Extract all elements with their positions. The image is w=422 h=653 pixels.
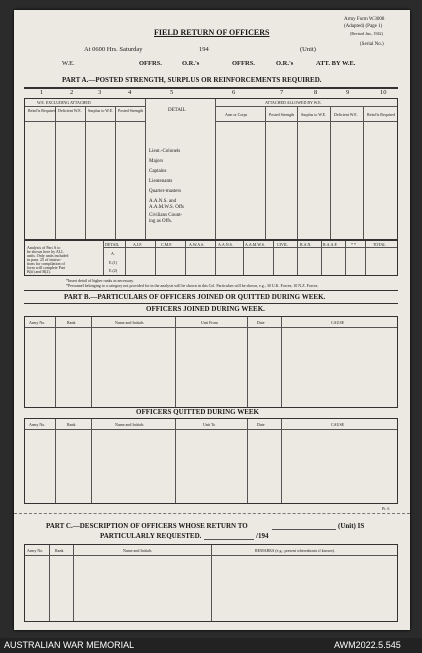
col-number: 10: [380, 89, 387, 96]
part-c-unit-is: (Unit) IS: [338, 522, 365, 530]
part-a-title: PART A.—POSTED STRENGTH, SURPLUS OR REINFORCEMENTS REQUIRED.: [62, 76, 322, 84]
analysis-note: Analysis of Part A to: [27, 245, 61, 250]
analysis-row-label: A.: [111, 251, 115, 256]
quitted-col-head: Name and Initials: [115, 422, 144, 427]
offrs-label: OFFRS.: [139, 60, 162, 67]
right-col-head: Reinf'ts Required: [367, 112, 395, 117]
part-c-col-head: Name and Initials: [123, 548, 152, 553]
footer-bar: [0, 638, 422, 653]
attached-allowed-label: ATTACHED ALLOWED BY W.E.: [265, 100, 322, 105]
analysis-note: units. Only units included: [27, 253, 69, 258]
form-ref-line2: (Adapted) (Page 1): [344, 24, 383, 29]
we-label: W.E.: [62, 60, 75, 67]
page-mark: Pt. 6: [382, 506, 390, 511]
analysis-head: A.A.N.S.: [218, 242, 233, 247]
part-a-table: [24, 98, 398, 240]
at-text: At 0600 Hrs. Saturday: [84, 46, 143, 53]
joined-title: OFFICERS JOINED DURING WEEK.: [146, 305, 265, 313]
att-label: ATT. BY W.E.: [316, 60, 356, 67]
analysis-head: DETAIL: [105, 242, 120, 247]
col-number: 6: [232, 89, 236, 96]
footnote-2: *Personnel belonging to a category not provided for in the analysis will be shown in this Col. Particulars will be shown, e.g., 30 U.K. Forces; 10 N.Z. Forces.: [66, 283, 319, 288]
col-number: 9: [346, 89, 350, 96]
part-c-col-head: Rank: [55, 548, 64, 553]
analysis-head: A.I.F.: [133, 242, 143, 247]
left-col-head: Surplus to W.E.: [88, 108, 114, 113]
rank-label: Quarter-masters: [149, 189, 182, 194]
analysis-note: form will complete Part: [27, 265, 66, 270]
analysis-note: B(ii) and B(2).: [27, 269, 51, 274]
we-excluding-label: W.E. EXCLUDING ATTACHED: [37, 100, 91, 105]
analysis-head: A.A.M.W.S.: [245, 242, 265, 247]
part-c-title-b: PARTICULARLY REQUESTED.: [100, 532, 202, 540]
detail-head: DETAIL: [168, 108, 186, 113]
part-b-title: PART B.—PARTICULARS OF OFFICERS JOINED OR QUITTED DURING WEEK.: [64, 293, 326, 301]
form-title: FIELD RETURN OF OFFICERS: [154, 28, 270, 37]
col-number: 7: [280, 89, 284, 96]
quitted-col-head: Unit To: [203, 422, 216, 427]
analysis-note: be shown here by ALL: [27, 249, 64, 254]
analysis-head: R.A.N.: [300, 242, 312, 247]
footnote-1: *Insert detail of higher ranks as necessary.: [66, 278, 134, 283]
rank-label: Captains: [149, 169, 167, 174]
joined-col-head: Unit From: [201, 320, 218, 325]
analysis-head: CIVIL: [277, 242, 288, 247]
col-number: 5: [170, 89, 174, 96]
perforation-line: [14, 513, 410, 514]
left-col-head: Deficient W.E.: [58, 108, 82, 113]
ors-label-2: O.R.'s: [276, 60, 294, 67]
analysis-head: * *: [351, 242, 356, 247]
left-col-head: Reinf'ts Required: [28, 108, 56, 113]
rank-label: Civilians Count-: [149, 213, 183, 218]
part-c-col-head: REMARKS (e.g., present whereabouts if known).: [255, 548, 335, 553]
joined-col-head: CAUSE: [331, 320, 345, 325]
analysis-note: in para. 25 of instruc-: [27, 257, 62, 262]
part-c-table: [24, 544, 398, 622]
col-number: 2: [70, 89, 74, 96]
form-ref-serial: (Serial No.): [360, 42, 384, 47]
analysis-note: tions for compilation of: [27, 261, 65, 266]
quitted-col-head: Army No.: [29, 422, 46, 427]
part-c-year: /194: [256, 532, 269, 540]
joined-col-head: Name and Initials: [115, 320, 144, 325]
analysis-row-label: E.(1): [109, 260, 118, 265]
footer-left: AUSTRALIAN WAR MEMORIAL: [4, 640, 135, 650]
rank-label: Majors: [149, 159, 164, 164]
analysis-head: R.A.A.F.: [323, 242, 338, 247]
rank-label: Lieutenants: [149, 179, 173, 184]
part-c-col-head: Army No.: [27, 548, 44, 553]
joined-col-head: Rank: [67, 320, 76, 325]
analysis-table: [24, 240, 398, 276]
quitted-title: OFFICERS QUITTED DURING WEEK: [136, 408, 259, 416]
col-number: 8: [314, 89, 318, 96]
left-col-head: Posted Strength: [118, 108, 144, 113]
quitted-table: [24, 418, 398, 504]
form-sheet: [14, 10, 410, 630]
quitted-col-head: CAUSE: [331, 422, 345, 427]
rank-label: A.A.N.S. and: [149, 199, 177, 204]
part-c-title-a: PART C.—DESCRIPTION OF OFFICERS WHOSE RETURN TO: [46, 522, 248, 530]
footer-right: AWM2022.5.545: [334, 640, 401, 650]
col-number: 1: [40, 89, 44, 96]
joined-col-head: Army No.: [29, 320, 46, 325]
quitted-col-head: Rank: [67, 422, 76, 427]
joined-table: [24, 316, 398, 408]
unit-label: (Unit): [300, 46, 316, 53]
date-text: 194: [199, 46, 209, 53]
ors-label: O.R.'s: [182, 60, 200, 67]
analysis-row-label: E.(2): [109, 268, 118, 273]
quitted-col-head: Date: [257, 422, 265, 427]
col-number: 4: [128, 89, 132, 96]
rank-label: ing as Offs.: [149, 219, 173, 224]
analysis-head: A.W.A.S.: [189, 242, 205, 247]
form-ref-line1: Army Form W.3008: [344, 17, 385, 22]
form-ref-line3: (Revised Jan., 1942): [350, 31, 383, 36]
analysis-head: C.M.F.: [161, 242, 173, 247]
rank-label: A.A.M.W.S. Offs: [149, 205, 185, 210]
right-col-head: Deficient W.E.: [334, 112, 358, 117]
rank-label: Lieut.-Colonels: [149, 149, 181, 154]
analysis-head: TOTAL: [373, 242, 386, 247]
joined-col-head: Date: [257, 320, 265, 325]
right-col-head: Arm or Corps: [225, 112, 248, 117]
right-col-head: Surplus to W.E.: [301, 112, 327, 117]
col-number: 3: [98, 89, 102, 96]
right-col-head: Posted Strength: [269, 112, 295, 117]
offrs-label-2: OFFRS.: [232, 60, 255, 67]
col-number-row: [24, 89, 398, 97]
